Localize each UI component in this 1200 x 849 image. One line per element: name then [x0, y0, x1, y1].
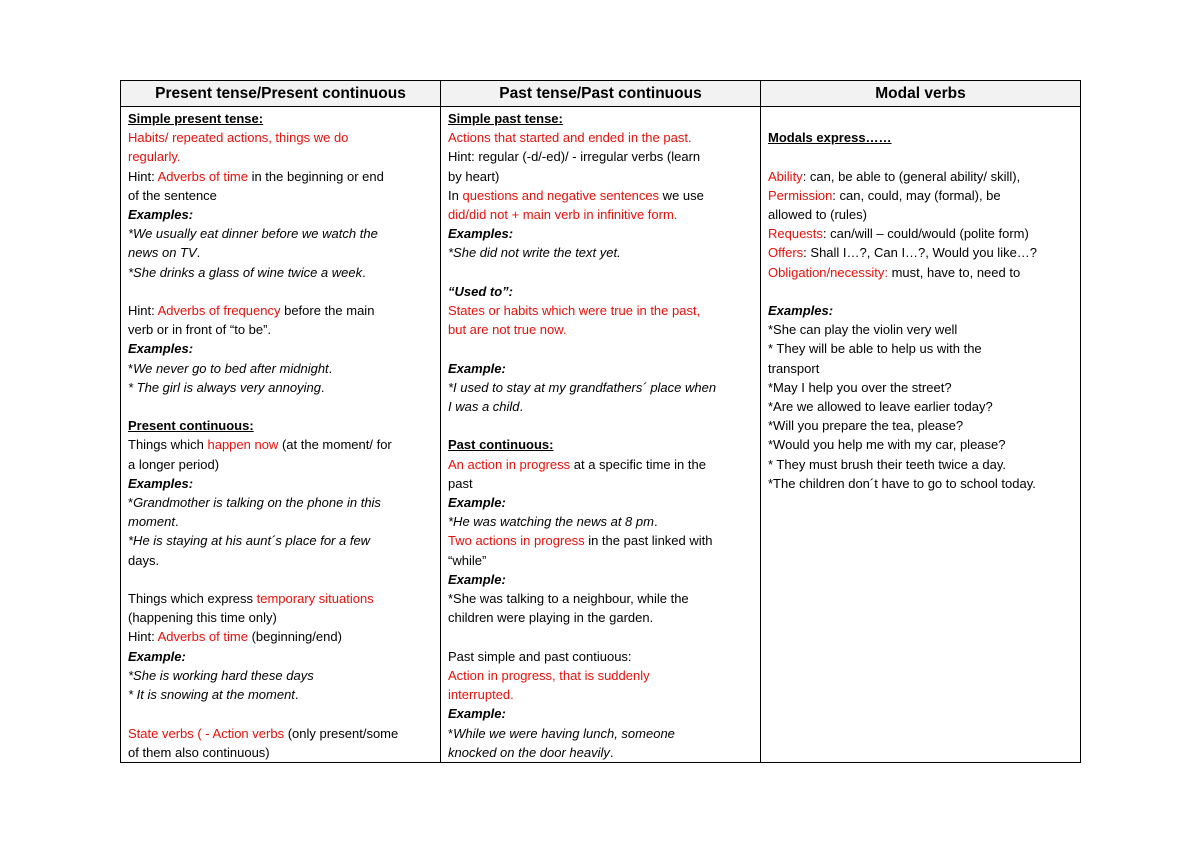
text-line — [768, 339, 1076, 358]
text-segment: I was a child — [448, 399, 520, 415]
text-line — [448, 301, 756, 320]
text-segment: Hint: — [128, 168, 158, 184]
text-segment: of them also continuous) — [128, 744, 270, 760]
text-segment: Adverbs of frequency — [157, 303, 281, 319]
text-segment: days. — [128, 552, 160, 568]
text-line — [448, 551, 756, 570]
text-line — [448, 282, 756, 301]
text-line — [128, 167, 436, 186]
text-segment: Habits/ repeated actions, things we do — [128, 130, 349, 146]
text-segment: *Would you help me with my car, please? — [768, 437, 1006, 453]
text-segment: * They must brush their teeth twice a day. — [768, 456, 1006, 472]
text-segment: . — [196, 245, 201, 261]
text-segment: We never go to bed after midnight — [133, 360, 329, 376]
text-segment: . — [609, 744, 614, 760]
text-segment: * — [448, 725, 454, 741]
text-line — [768, 397, 1076, 416]
text-segment: news on TV — [128, 245, 197, 261]
text-segment: *The children don´t have to go to school today. — [768, 475, 1036, 491]
text-segment: Adverbs of time — [157, 629, 248, 645]
text-segment: . — [519, 399, 524, 415]
text-line — [128, 378, 436, 397]
text-line — [768, 186, 1076, 205]
text-line — [128, 743, 436, 762]
text-line — [768, 301, 1076, 320]
blank-line — [128, 282, 436, 301]
text-segment: Example: — [448, 571, 506, 587]
text-line — [448, 493, 756, 512]
text-segment: States or habits which were true in the past, — [448, 303, 701, 319]
text-segment: *She was talking to a neighbour, while the — [448, 591, 689, 607]
text-segment: before the main — [280, 303, 375, 319]
text-segment: : can, could, may (formal), be — [832, 187, 1001, 203]
text-segment: Example: — [128, 648, 186, 664]
text-line — [448, 724, 756, 743]
blank-line — [128, 397, 436, 416]
text-line — [128, 416, 436, 435]
text-line — [128, 531, 436, 550]
text-line — [448, 512, 756, 531]
text-segment: *She drinks a glass of wine twice a week — [128, 264, 363, 280]
text-segment: verb or in front of “to be”. — [128, 322, 272, 338]
text-segment: *She is working hard these days — [128, 667, 314, 683]
text-line — [768, 205, 1076, 224]
text-line — [768, 359, 1076, 378]
text-segment: Two actions in progress — [448, 533, 585, 549]
blank-line — [768, 109, 1076, 128]
text-line — [128, 589, 436, 608]
text-segment: “while” — [448, 552, 487, 568]
text-line — [128, 263, 436, 282]
text-line — [128, 435, 436, 454]
text-segment: * The girl is always very annoying — [128, 379, 321, 395]
text-line — [768, 320, 1076, 339]
text-segment: *I used to stay at my grandfathers´ place when — [448, 379, 717, 395]
text-segment: (beginning/end) — [247, 629, 342, 645]
text-line — [448, 397, 756, 416]
text-line — [768, 128, 1076, 147]
text-segment: Example: — [448, 495, 506, 511]
text-segment: “Used to”: — [448, 283, 513, 299]
text-line — [448, 147, 756, 166]
text-line — [128, 109, 436, 128]
text-segment: questions and negative sentences — [462, 187, 660, 203]
text-line — [768, 224, 1076, 243]
text-line — [128, 224, 436, 243]
text-segment: Past continuous: — [448, 437, 554, 453]
text-segment: * — [128, 495, 134, 511]
text-segment: Hint: regular (-d/-ed)/ - irregular verbs (learn — [448, 149, 701, 165]
text-line — [768, 378, 1076, 397]
blank-line — [448, 339, 756, 358]
text-segment: : Shall I…?, Can I…?, Would you like…? — [803, 245, 1038, 261]
text-segment: Example: — [448, 706, 506, 722]
text-line — [128, 685, 436, 704]
text-segment: Offers — [768, 245, 804, 261]
text-segment: Examples: — [768, 303, 834, 319]
text-segment: children were playing in the garden. — [448, 610, 654, 626]
text-segment: transport — [768, 360, 820, 376]
text-line — [448, 243, 756, 262]
text-segment: knocked on the door heavily — [448, 744, 610, 760]
text-segment: Hint: — [128, 629, 158, 645]
text-segment: Simple present tense: — [128, 111, 264, 126]
text-line — [128, 551, 436, 570]
text-segment: at a specific time in the — [570, 456, 706, 472]
text-segment: by heart) — [448, 168, 500, 184]
text-segment: *He is staying at his aunt´s place for a few — [128, 533, 371, 549]
text-segment: (happening this time only) — [128, 610, 277, 626]
blank-line — [448, 263, 756, 282]
text-segment: Things which express — [128, 591, 257, 607]
text-line — [448, 743, 756, 762]
content-row — [121, 107, 1081, 763]
text-segment: *She did not write the text yet. — [448, 245, 621, 261]
text-segment: . — [320, 379, 325, 395]
text-line — [128, 647, 436, 666]
text-segment: happen now — [207, 437, 279, 453]
text-line — [448, 186, 756, 205]
past-tense-column — [441, 107, 761, 763]
text-segment: : can, be able to (general ability/ skill), — [802, 168, 1021, 184]
text-line — [448, 109, 756, 128]
text-line — [448, 685, 756, 704]
text-segment: did/did not + main verb in infinitive form. — [448, 207, 678, 223]
header-row — [121, 81, 1081, 107]
text-line — [128, 320, 436, 339]
text-line — [448, 167, 756, 186]
text-line — [128, 128, 436, 147]
text-line — [448, 531, 756, 550]
text-segment: Things which — [128, 437, 208, 453]
blank-line — [128, 570, 436, 589]
blank-line — [448, 416, 756, 435]
text-segment: State verbs ( - Action verbs — [128, 725, 285, 741]
text-segment: Past simple and past contiuous: — [448, 648, 632, 664]
text-line — [128, 627, 436, 646]
text-segment: Requests — [768, 226, 823, 242]
text-segment: Examples: — [128, 341, 194, 357]
text-segment: Ability — [768, 168, 803, 184]
text-segment: *Will you prepare the tea, please? — [768, 418, 964, 434]
text-segment: An action in progress — [448, 456, 571, 472]
text-line — [128, 359, 436, 378]
blank-line — [128, 704, 436, 723]
text-line — [448, 608, 756, 627]
text-segment: Simple past tense: — [448, 111, 563, 126]
text-segment: * They will be able to help us with the — [768, 341, 982, 357]
text-line — [448, 128, 756, 147]
text-segment: we use — [659, 187, 704, 203]
text-segment: *Are we allowed to leave earlier today? — [768, 399, 993, 415]
text-segment: regularly. — [128, 149, 181, 165]
text-segment: interrupted. — [448, 687, 514, 703]
text-segment: Examples: — [128, 207, 194, 223]
grammar-table — [120, 80, 1081, 763]
text-segment: Obligation/necessity: — [768, 264, 888, 280]
text-line — [128, 339, 436, 358]
text-segment: * It is snowing at the moment — [128, 687, 295, 703]
text-line — [128, 474, 436, 493]
text-segment: . — [294, 687, 299, 703]
text-segment: temporary situations — [256, 591, 374, 607]
text-segment: Hint: — [128, 303, 158, 319]
text-segment: Examples: — [448, 226, 514, 242]
text-segment: Example: — [448, 360, 506, 376]
text-segment: Permission — [768, 187, 833, 203]
text-segment: moment — [128, 514, 175, 530]
text-line — [768, 263, 1076, 282]
text-segment: allowed to (rules) — [768, 207, 867, 223]
text-line — [128, 205, 436, 224]
text-line — [768, 167, 1076, 186]
text-line — [128, 724, 436, 743]
blank-line — [448, 627, 756, 646]
text-line — [448, 320, 756, 339]
text-line — [128, 493, 436, 512]
text-segment: (only present/some — [284, 725, 399, 741]
text-line — [768, 455, 1076, 474]
text-segment: Actions that started and ended in the past. — [448, 130, 692, 146]
blank-line — [768, 282, 1076, 301]
text-segment: Grandmother is talking on the phone in this — [133, 495, 381, 511]
text-line — [128, 243, 436, 262]
text-segment: . — [362, 264, 366, 280]
text-line — [448, 378, 756, 397]
text-line — [448, 359, 756, 378]
text-line — [768, 416, 1076, 435]
text-line — [128, 666, 436, 685]
text-line — [448, 666, 756, 685]
header-present-tense: Present tense/Present continuous — [121, 81, 441, 107]
text-line — [448, 474, 756, 493]
text-line — [448, 570, 756, 589]
text-segment: *We usually eat dinner before we watch the — [128, 226, 378, 242]
text-segment: Action in progress, that is suddenly — [448, 667, 650, 683]
text-segment: past — [448, 475, 473, 491]
text-segment: In — [448, 187, 463, 203]
text-segment: *She can play the violin very well — [768, 322, 958, 338]
text-line — [448, 647, 756, 666]
text-segment: . — [174, 514, 179, 530]
text-segment: *May I help you over the street? — [768, 379, 952, 395]
text-segment: a longer period) — [128, 456, 220, 472]
text-segment: (at the moment/ for — [278, 437, 392, 453]
text-line — [448, 455, 756, 474]
text-line — [448, 205, 756, 224]
text-line — [768, 435, 1076, 454]
blank-line — [768, 147, 1076, 166]
text-line — [768, 474, 1076, 493]
text-segment: . — [328, 360, 333, 376]
text-line — [128, 608, 436, 627]
text-line — [448, 589, 756, 608]
text-segment: of the sentence — [128, 187, 217, 203]
text-segment: *He was watching the news at 8 pm — [448, 514, 654, 530]
text-segment: in the past linked with — [584, 533, 713, 549]
text-segment: but are not true now. — [448, 322, 567, 338]
text-segment: Modals express…… — [768, 130, 892, 146]
header-past-tense: Past tense/Past continuous — [441, 81, 761, 107]
text-line — [128, 512, 436, 531]
text-segment: must, have to, need to — [887, 264, 1021, 280]
present-tense-column — [121, 107, 441, 763]
text-line — [128, 186, 436, 205]
text-segment: * — [128, 360, 134, 376]
text-line — [128, 455, 436, 474]
text-line — [128, 147, 436, 166]
text-segment: Present continuous: — [128, 418, 254, 434]
text-segment: : can/will – could/would (polite form) — [822, 226, 1029, 242]
text-line — [448, 704, 756, 723]
text-segment: Adverbs of time — [157, 168, 248, 184]
modal-verbs-column — [761, 107, 1081, 763]
text-segment: . — [653, 514, 658, 530]
text-segment: While we were having lunch, someone — [453, 725, 675, 741]
text-line — [448, 435, 756, 454]
text-segment: in the beginning or end — [247, 168, 384, 184]
header-modal-verbs: Modal verbs — [761, 81, 1081, 107]
text-line — [768, 243, 1076, 262]
text-line — [128, 301, 436, 320]
text-line — [448, 224, 756, 243]
text-segment: Examples: — [128, 475, 194, 491]
